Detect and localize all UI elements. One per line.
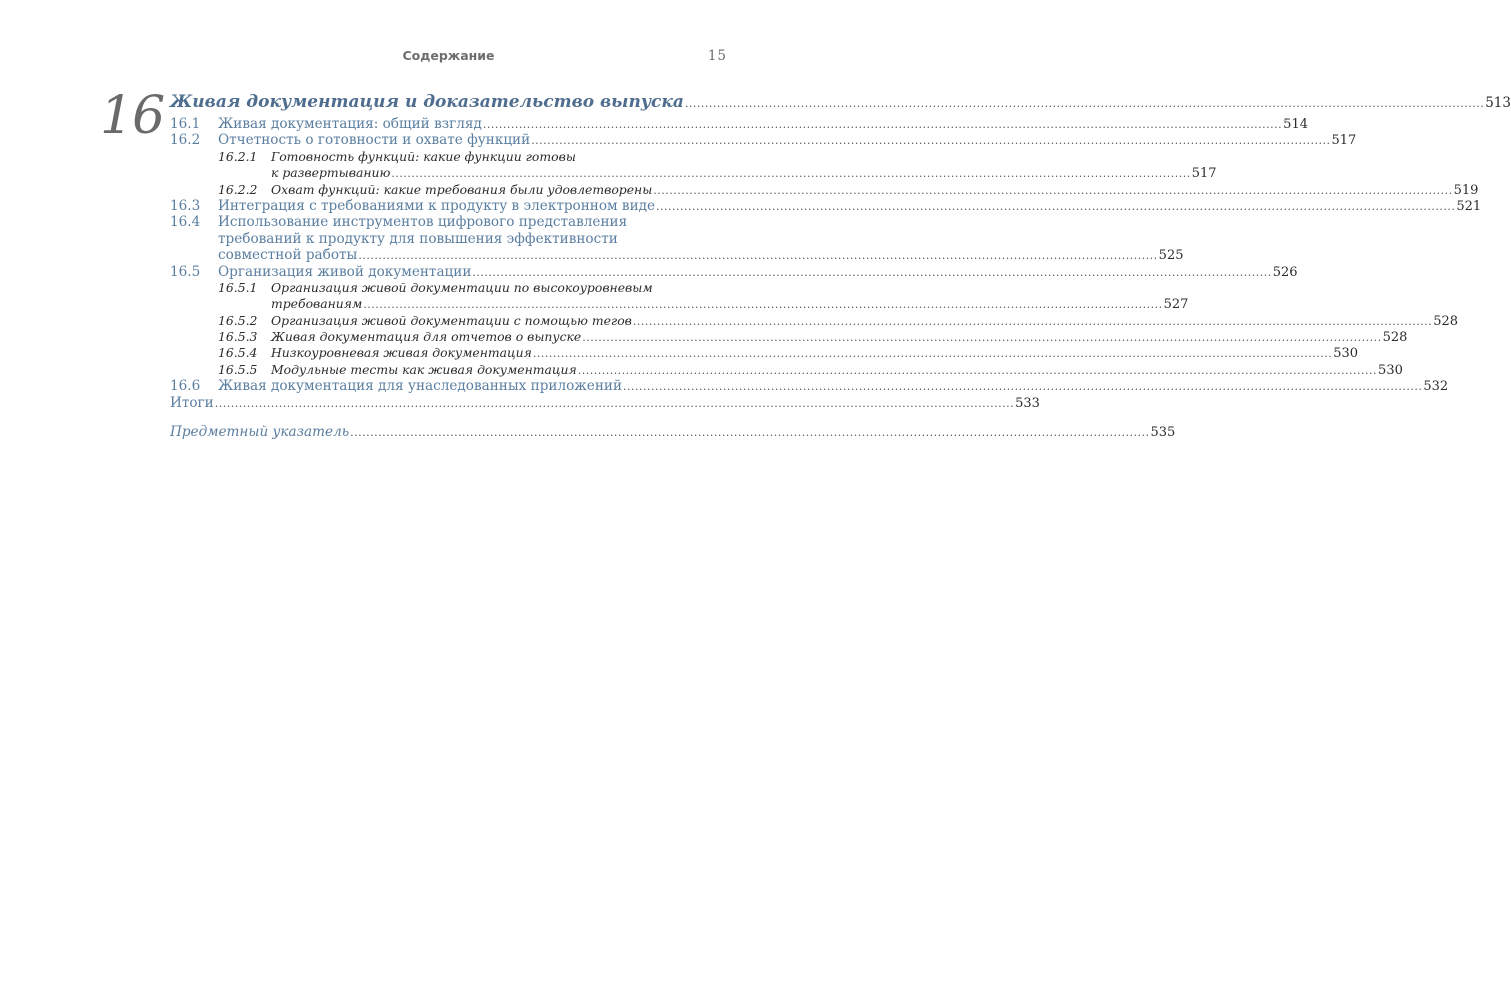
subsection-number: 16.2.2 — [218, 181, 258, 197]
section-title-line: совместной работы — [218, 247, 358, 264]
section-title: Организация живой документации — [218, 263, 472, 280]
dot-leader — [363, 298, 1162, 311]
subsection-title-line: требованиям — [271, 296, 363, 312]
dot-leader — [350, 426, 1149, 439]
page-ref: 528 — [1433, 313, 1459, 329]
table-of-contents — [170, 92, 1511, 441]
subsection-number: 16.2.1 — [218, 148, 258, 164]
toc-section-entry[interactable] — [170, 263, 1298, 280]
subsection-title: Живая документация для отчетов о выпуске — [271, 329, 582, 345]
toc-subsection-entry[interactable] — [170, 181, 1479, 198]
toc-section-entry[interactable] — [170, 378, 1449, 395]
subsection-title: Организация живой документации с помощью тегов — [271, 312, 632, 328]
subsection-title-line: Организация живой документации по высокоуровневым — [271, 279, 653, 295]
page-ref: 513 — [1485, 95, 1511, 111]
toc-subsection-entry[interactable] — [170, 345, 1359, 362]
dot-leader — [215, 397, 1014, 410]
chapter-title: Живая документация и доказательство выпуска — [170, 92, 684, 112]
page-ref: 533 — [1015, 395, 1040, 411]
page-ref: 535 — [1150, 425, 1176, 441]
summary-title: Итоги — [170, 394, 214, 411]
toc-subsection-entry[interactable] — [170, 312, 1459, 329]
toc-section-entry[interactable] — [170, 197, 1482, 214]
page-ref: 525 — [1158, 248, 1184, 264]
section-title: Живая документация: общий взгляд — [218, 116, 482, 132]
toc-index-entry[interactable] — [170, 424, 1176, 441]
toc-summary-entry[interactable] — [170, 394, 1040, 411]
subsection-title-line: Готовность функций: какие функции готовы — [271, 148, 576, 164]
section-number: 16.6 — [170, 378, 201, 395]
dot-leader — [472, 266, 1271, 279]
page-ref: 532 — [1423, 379, 1449, 395]
subsection-number: 16.5.4 — [218, 345, 258, 361]
section-title: Живая документация для унаследованных приложений — [218, 378, 623, 395]
section-title: Отчетность о готовности и охвате функций — [218, 132, 531, 149]
page-ref: 526 — [1272, 264, 1298, 280]
section-number: 16.5 — [170, 263, 201, 280]
dot-leader — [533, 347, 1332, 360]
section-title: Интеграция с требованиями к продукту в электронном виде — [218, 197, 656, 214]
page-ref: 530 — [1333, 346, 1359, 362]
page-ref: 514 — [1283, 117, 1308, 132]
running-title: Содержание — [402, 48, 495, 63]
dot-leader — [685, 97, 1484, 110]
section-number: 16.3 — [170, 197, 201, 214]
page-ref: 521 — [1456, 198, 1482, 214]
section-title-line: требований к продукту для повышения эффективности — [218, 230, 618, 247]
dot-leader — [358, 249, 1157, 262]
dot-leader — [531, 134, 1330, 147]
section-title-line: Использование инструментов цифрового представления — [218, 214, 628, 231]
subsection-title-line: к развертыванию — [271, 165, 391, 181]
toc-chapter-entry[interactable] — [170, 92, 1511, 116]
section-number: 16.4 — [170, 214, 201, 231]
page-ref: 517 — [1331, 133, 1357, 149]
spacer — [170, 411, 727, 424]
subsection-number: 16.5.1 — [218, 279, 258, 295]
dot-leader — [391, 167, 1190, 180]
subsection-title: Модульные тесты как живая документация — [271, 361, 577, 377]
page-ref: 519 — [1453, 182, 1479, 198]
toc-section-entry[interactable] — [170, 116, 1308, 132]
dot-leader — [578, 364, 1377, 377]
page-ref: 530 — [1378, 362, 1403, 378]
toc-subsection-entry[interactable] — [170, 148, 1217, 182]
subsection-number: 16.5.5 — [218, 361, 258, 377]
chapter-number: 16 — [100, 86, 165, 146]
page-ref: 527 — [1163, 297, 1189, 313]
section-number: 16.2 — [170, 132, 201, 149]
dot-leader — [483, 118, 1282, 131]
toc-section-entry[interactable] — [170, 132, 1357, 149]
page-ref: 517 — [1191, 166, 1217, 182]
toc-subsection-entry[interactable] — [170, 329, 1408, 346]
page-number: 15 — [707, 48, 727, 64]
dot-leader — [623, 380, 1422, 393]
subsection-number: 16.5.2 — [218, 312, 258, 328]
section-number: 16.1 — [170, 116, 201, 132]
subsection-title: Низкоуровневая живая документация — [271, 345, 532, 361]
dot-leader — [633, 315, 1432, 328]
subsection-title: Охват функций: какие требования были удовлетворены — [271, 181, 653, 197]
page-ref: 528 — [1382, 330, 1408, 346]
toc-subsection-entry[interactable] — [170, 279, 1189, 313]
toc-section-entry[interactable] — [170, 214, 1184, 264]
dot-leader — [582, 331, 1381, 344]
dot-leader — [656, 200, 1455, 213]
toc-subsection-entry[interactable] — [170, 361, 1403, 378]
dot-leader — [653, 184, 1452, 197]
subsection-number: 16.5.3 — [218, 329, 258, 345]
page-header — [170, 48, 727, 68]
index-title: Предметный указатель — [170, 424, 350, 441]
